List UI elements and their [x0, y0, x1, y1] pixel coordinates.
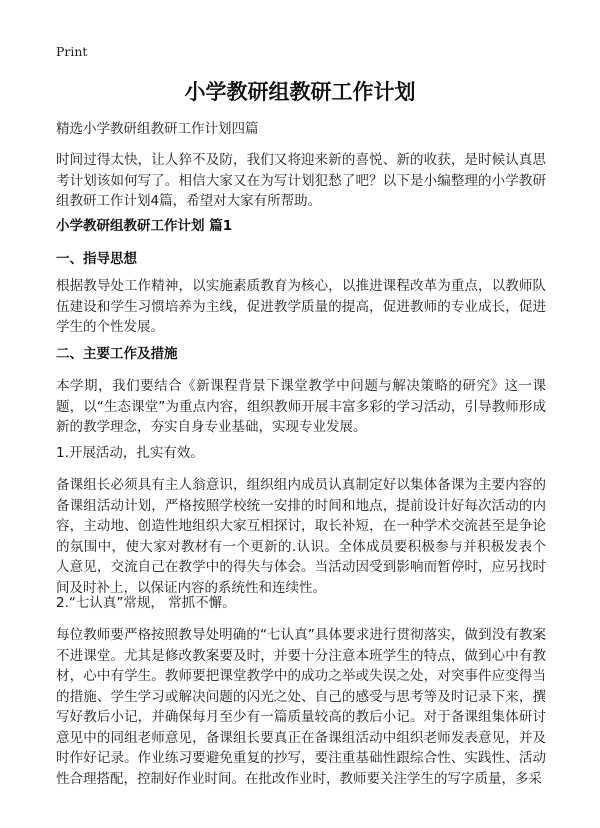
page-title: 小学教研组教研工作计划 — [184, 80, 416, 104]
item2-heading: 2.“七认真”常规， 常抓不懈。 — [56, 595, 236, 611]
item2-paragraph: 每位教师要严格按照教导处明确的“七认真”具体要求进行贯彻落实，做到没有教案不进课堂。尤其是修改教案要及时，并要十分注意本班学生的特点，做到心中有教材，心中有学生。教师要把课堂教学中的成功之举或失误之处，对突事件应变得当的措施、学生学习或解决问题的闪光之处、自己的感受与思考等及时记录下来，撰写好教后小记，并确保每月至少有一篇质量较高的教后小记。对于备课组集体研讨意见中的同组老师意见，备课组长要真正在备课组活动中组织老师发表意见，并及时作好记录。作业练习要避免重复的抄写，要注重基础性跟综合性、实践性、活动性合理搭配，控制好作业时间。在批改作业时，教师要关注学生的写字质量，多采 — [56, 627, 546, 787]
item1-heading: 1.开展活动，扎实有效。 — [56, 445, 204, 461]
print-label[interactable]: Print — [56, 44, 88, 59]
section2-paragraph: 本学期，我们要结合《新课程背景下课堂教学中问题与解决策略的研究》这一课题，以“生态课堂”为重点内容，组织教师开展丰富多彩的学习活动，引导教师形成新的教学理念，夯实自身专业基础，实现专业发展。 — [56, 378, 546, 435]
section2-heading: 二、主要工作及措施 — [56, 346, 178, 362]
document-subtitle: 精选小学教研组教研工作计划四篇 — [56, 121, 259, 137]
section1-paragraph: 根据教导处工作精神，以实施素质教育为核心，以推进课程改革为重点，以教师队伍建设和学生习惯培养为主线，促进教学质量的提高，促进教师的专业成长，促进学生的个性发展。 — [56, 278, 546, 335]
item1-paragraph: 备课组长必须具有主人翁意识，组织组内成员认真制定好以集体备课为主要内容的备课组活动计划，严格按照学校统一安排的时间和地点，提前设计好每次活动的内容，主动地、创造性地组织大家互相探讨，取长补短，在一种学术交流甚至是争论的氛围中，使大家对教材有一个更新的.认识。全体成员要积极参与并积极发表个人意见，交流自己在教学中的得失与体会。当活动因受到影响而暂停时，应另找时间及时补上，以保证内容的系统性和连续性。 — [56, 477, 546, 596]
intro-paragraph: 时间过得太快，让人猝不及防，我们又将迎来新的喜悦、新的收获，是时候认真思考计划该如何写了。相信大家又在为写计划犯愁了吧？以下是小编整理的小学教研组教研工作计划4篇，希望对大家有所帮助。 — [56, 152, 546, 209]
plan1-heading: 小学教研组教研工作计划 篇1 — [56, 218, 233, 234]
section1-heading: 一、指导思想 — [56, 251, 137, 267]
